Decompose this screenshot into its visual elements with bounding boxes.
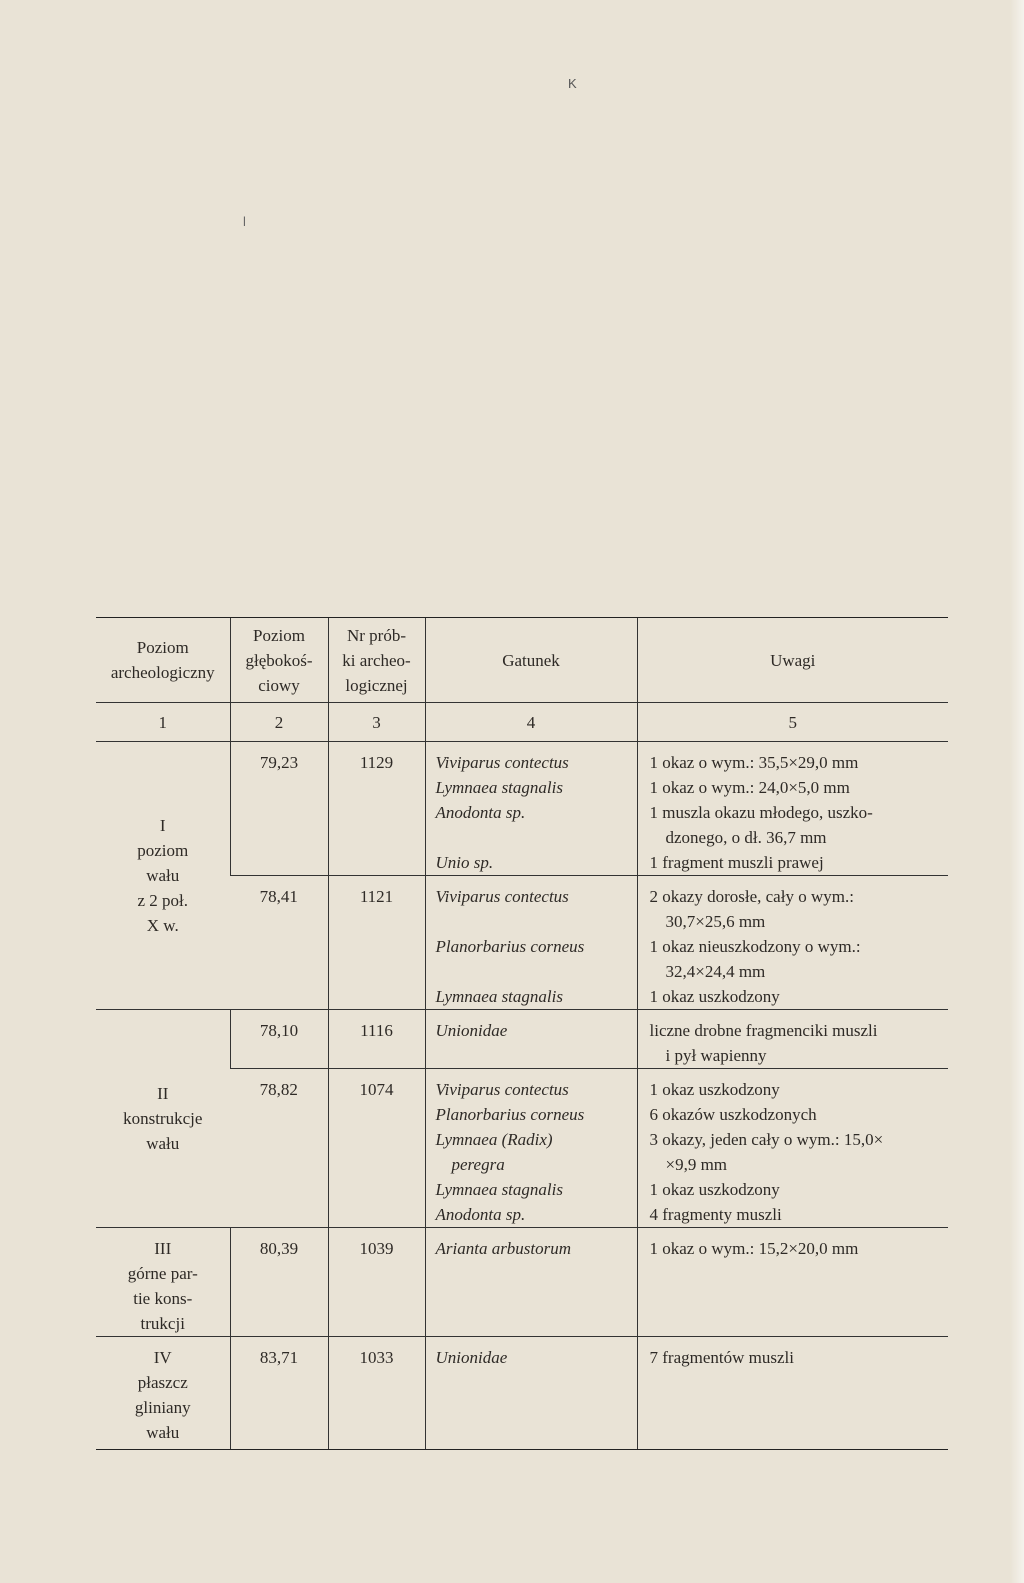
archaeological-level-iv: IV płaszcz gliniany wału [96, 1337, 230, 1450]
page-edge [1010, 0, 1024, 1583]
column-number: 5 [637, 703, 948, 742]
species-cell: Unionidae [425, 1010, 637, 1069]
notes-cell: liczne drobne fragmenciki muszli i pył wapienny [637, 1010, 948, 1069]
header-poziom-glebokosciowy: Poziom głębokoś- ciowy [230, 618, 328, 703]
column-number: 4 [425, 703, 637, 742]
column-number: 1 [96, 703, 230, 742]
column-number: 2 [230, 703, 328, 742]
archaeological-level-iii: III górne par- tie kons- trukcji [96, 1228, 230, 1337]
depth-cell: 78,10 [230, 1010, 328, 1069]
table-header-row [96, 618, 948, 703]
page-mark: K [568, 76, 577, 91]
species-cell: Viviparus contectus Lymnaea stagnalis Anodonta sp. Unio sp. [425, 742, 637, 876]
depth-cell: 80,39 [230, 1228, 328, 1337]
stray-mark: l [243, 214, 246, 229]
notes-cell: 1 okaz o wym.: 15,2×20,0 mm [637, 1228, 948, 1337]
sample-number-cell: 1116 [328, 1010, 425, 1069]
header-poziom-archeologiczny: Poziom archeologiczny [96, 618, 230, 703]
sample-number-cell: 1033 [328, 1337, 425, 1450]
notes-cell: 7 fragmentów muszli [637, 1337, 948, 1450]
species-cell: Viviparus contectus Planorbarius corneus Lymnaea stagnalis [425, 876, 637, 1010]
table-row [96, 1337, 948, 1450]
depth-cell: 83,71 [230, 1337, 328, 1450]
column-number-row [96, 703, 948, 742]
notes-cell: 1 okaz uszkodzony 6 okazów uszkodzonych 3 okazy, jeden cały o wym.: 15,0× ×9,9 mm 1 okaz uszkodzony 4 fragmenty muszli [637, 1069, 948, 1228]
header-gatunek: Gatunek [425, 618, 637, 703]
species-cell: Viviparus contectus Planorbarius corneus Lymnaea (Radix) peregra Lymnaea stagnalis Anodonta sp. [425, 1069, 637, 1228]
species-cell: Unionidae [425, 1337, 637, 1450]
depth-cell: 78,82 [230, 1069, 328, 1228]
depth-cell: 79,23 [230, 742, 328, 876]
data-table [96, 617, 948, 1450]
header-nr-probki: Nr prób- ki archeo- logicznej [328, 618, 425, 703]
species-cell: Arianta arbustorum [425, 1228, 637, 1337]
notes-cell: 1 okaz o wym.: 35,5×29,0 mm 1 okaz o wym.: 24,0×5,0 mm 1 muszla okazu młodego, uszko- dzonego, o dł. 36,7 mm 1 fragment muszli prawej [637, 742, 948, 876]
header-uwagi: Uwagi [637, 618, 948, 703]
column-number: 3 [328, 703, 425, 742]
table-row [96, 742, 948, 876]
notes-cell: 2 okazy dorosłe, cały o wym.: 30,7×25,6 mm 1 okaz nieuszkodzony o wym.: 32,4×24,4 mm 1 okaz uszkodzony [637, 876, 948, 1010]
table-row [96, 1228, 948, 1337]
depth-cell: 78,41 [230, 876, 328, 1010]
sample-number-cell: 1121 [328, 876, 425, 1010]
table-row [96, 1010, 948, 1069]
sample-number-cell: 1129 [328, 742, 425, 876]
archaeological-level-ii: II konstrukcje wału [96, 1010, 230, 1228]
sample-number-cell: 1074 [328, 1069, 425, 1228]
sample-number-cell: 1039 [328, 1228, 425, 1337]
archaeological-level-i: I poziom wału z 2 poł. X w. [96, 742, 230, 1010]
